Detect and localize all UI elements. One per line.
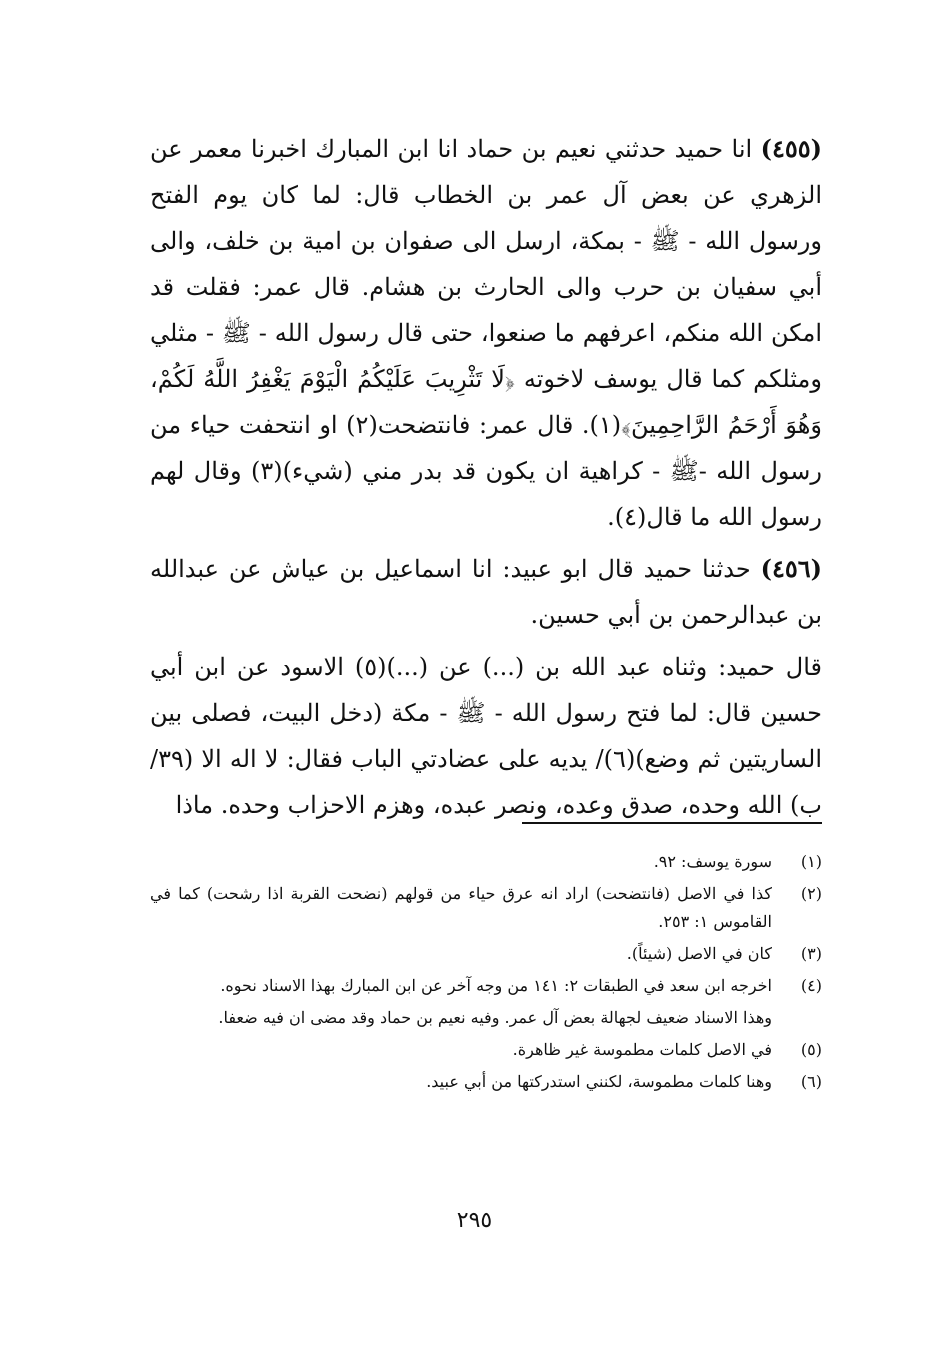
footnote-number	[772, 1004, 822, 1032]
hadith-text: انا حميد حدثني نعيم بن حماد انا ابن المبارك اخبرنا معمر عن الزهري عن بعض آل عمر بن الخطاب قال: لما كان يوم الفتح ورسول الله - ﷺ - بمكة، ارسل الى صفوان بن امية بن خلف، والى أبي سفيان بن حرب والى الحارث بن هشام. قال عمر: فقلت قد امكن الله منكم، اعرفهم ما صنعوا، حتى قال رسول الله - ﷺ - مثلي ومثلكم كما قال يوسف لاخوته ﴿لَا تَثْرِيبَ عَلَيْكُمُ الْيَوْمَ يَغْفِرُ اللَّهُ لَكُمْ، وَهُوَ أَرْحَمُ الرَّاحِمِينَ﴾(١). قال عمر: فانتضحت(٢) او انتحفت حياء من رسول الله -ﷺ - كراهية ان يكون قد بدر مني (شيء)(٣) وقال لهم رسول الله ما قال(٤).	[150, 135, 822, 531]
footnote-text: كان في الاصل (شيئاً).	[626, 944, 772, 963]
footnote-text: وهنا كلمات مطموسة، لكنني استدركتها من أبي عبيد.	[426, 1072, 772, 1091]
main-text	[150, 126, 822, 834]
footnote-number: (٣)	[800, 944, 822, 963]
footnote	[150, 1068, 822, 1096]
footnote-continuation	[150, 1004, 822, 1032]
footnote-text: اخرجه ابن سعد في الطبقات ٢: ١٤١ من وجه آخر عن ابن المبارك بهذا الاسناد نحوه.	[220, 976, 772, 995]
footnote	[150, 1036, 822, 1064]
footnote	[150, 940, 822, 968]
hadith-455	[150, 126, 822, 540]
page-number: ٢٩٥	[456, 1208, 493, 1233]
footnote-text: وهذا الاسناد ضعيف لجهالة بعض آل عمر. وفيه نعيم بن حماد وقد مضى ان فيه ضعفا.	[218, 1008, 772, 1027]
footnote-number: (٤)	[800, 976, 822, 995]
margin-folio-mark: (٣٩/ب)	[150, 745, 822, 819]
hadith-text: قال حميد: وثناه عبد الله بن (...) عن (...)(٥) الاسود عن ابن أبي حسين قال: لما فتح رسول الله - ﷺ - مكة (دخل البيت، فصلى بين الساريتين ثم وضع)(٦)/ يديه على عضادتي الباب فقال: لا اله الا	[150, 653, 822, 773]
footnote-text: سورة يوسف: ٩٢.	[653, 852, 772, 871]
footnote-number: (٢)	[800, 884, 822, 903]
footnote	[150, 880, 822, 936]
hadith-number: (٤٥٦)	[760, 554, 822, 583]
footnote-text: في الاصل كلمات مطموسة غير ظاهرة.	[512, 1040, 772, 1059]
hadith-text: حدثنا حميد قال ابو عبيد: انا اسماعيل بن عياش عن عبدالله بن عبدالرحمن بن أبي حسين.	[150, 555, 822, 629]
footnote-separator	[522, 822, 822, 824]
hadith-text-end: الله وحده، صدق وعده، ونصر عبده، وهزم الاحزاب وحده. ماذا	[175, 791, 783, 819]
hadith-number: (٤٥٥)	[760, 134, 822, 163]
footnote-text: كذا في الاصل (فانتضحت) اراد انه عرق حياء من قولهم (نضحت القربة اذا رشحت) كما في القاموس ١: ٢٥٣.	[150, 884, 772, 931]
hadith-456-continuation	[150, 644, 822, 828]
footnote	[150, 972, 822, 1000]
footnotes	[150, 848, 822, 1100]
footnote-number: (١)	[800, 852, 822, 871]
footnote-number: (٥)	[800, 1040, 822, 1059]
footnote	[150, 848, 822, 876]
hadith-456	[150, 546, 822, 638]
footnote-number: (٦)	[800, 1072, 822, 1091]
